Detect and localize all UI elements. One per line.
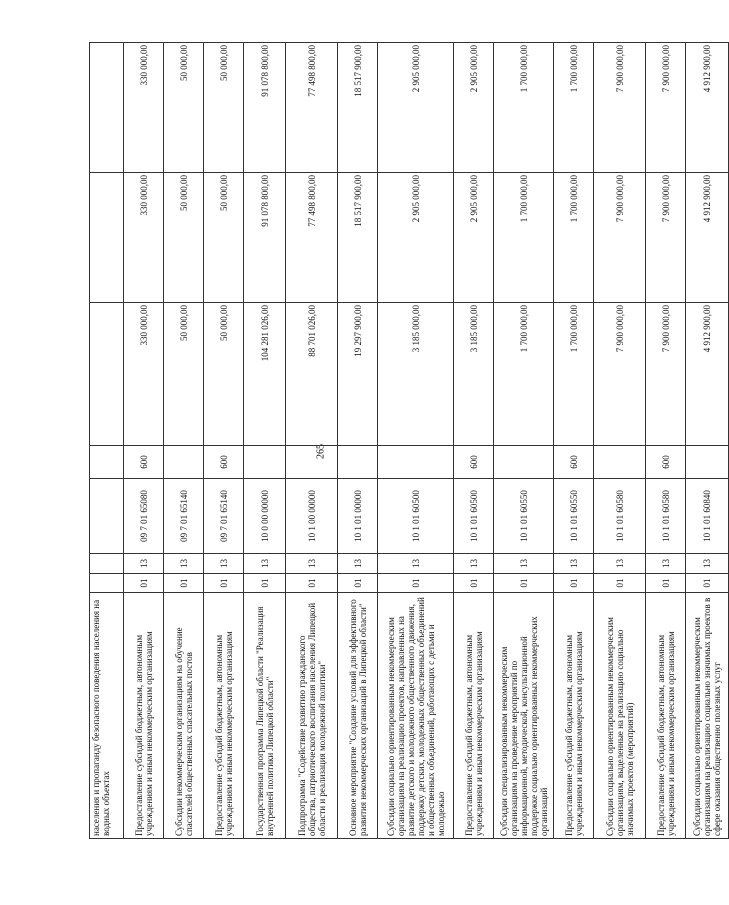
row-name-cell: населения и пропаганду безопасного поведения населения на водных объектах xyxy=(90,593,124,839)
row-subsection-cell: 13 xyxy=(286,554,338,574)
row-sum-year2-cell: 4 912 900,00 xyxy=(686,173,729,303)
row-sum-year3-cell xyxy=(90,43,124,173)
row-sum-year1-cell: 88 701 026,00 xyxy=(286,303,338,446)
row-expense-type-cell xyxy=(338,446,378,479)
row-sum-year3-cell: 2 905 000,00 xyxy=(378,43,454,173)
row-section-cell xyxy=(90,574,124,593)
row-sum-year1-cell: 3 185 000,00 xyxy=(454,303,494,446)
row-target-article-cell xyxy=(90,479,124,554)
row-section-cell: 01 xyxy=(124,574,164,593)
table-row xyxy=(286,43,338,839)
row-sum-year2-cell: 1 700 000,00 xyxy=(554,173,594,303)
row-expense-type-cell xyxy=(90,446,124,479)
row-sum-year1-cell: 50 000,00 xyxy=(204,303,244,446)
row-sum-year3-cell: 77 498 800,00 xyxy=(286,43,338,173)
row-subsection-cell: 13 xyxy=(164,554,204,574)
table-row xyxy=(124,43,164,839)
row-expense-type-cell xyxy=(686,446,729,479)
row-target-article-cell: 10 1 01 60550 xyxy=(554,479,594,554)
table-row xyxy=(686,43,729,839)
table-row xyxy=(646,43,686,839)
row-expense-type-cell xyxy=(378,446,454,479)
row-subsection-cell: 13 xyxy=(454,554,494,574)
table-row xyxy=(378,43,454,839)
row-sum-year1-cell: 330 000,00 xyxy=(124,303,164,446)
row-expense-type-cell xyxy=(494,446,554,479)
row-expense-type-cell: 600 xyxy=(124,446,164,479)
row-sum-year2-cell: 330 000,00 xyxy=(124,173,164,303)
row-target-article-cell: 10 1 00 00000 xyxy=(286,479,338,554)
row-sum-year2-cell: 7 900 000,00 xyxy=(646,173,686,303)
row-sum-year3-cell: 50 000,00 xyxy=(164,43,204,173)
row-target-article-cell: 10 1 01 60500 xyxy=(454,479,494,554)
row-name-cell: Государственная программа Липецкой области "Реализация внутренней политики Липецкой области" xyxy=(244,593,286,839)
row-sum-year1-cell: 7 900 000,00 xyxy=(646,303,686,446)
row-expense-type-cell: 600 xyxy=(646,446,686,479)
row-sum-year2-cell: 1 700 000,00 xyxy=(494,173,554,303)
row-sum-year2-cell: 18 517 900,00 xyxy=(338,173,378,303)
row-target-article-cell: 10 1 01 60580 xyxy=(594,479,646,554)
row-target-article-cell: 10 0 00 00000 xyxy=(244,479,286,554)
row-sum-year3-cell: 1 700 000,00 xyxy=(554,43,594,173)
row-section-cell: 01 xyxy=(164,574,204,593)
row-section-cell: 01 xyxy=(378,574,454,593)
row-subsection-cell: 13 xyxy=(124,554,164,574)
row-subsection-cell xyxy=(90,554,124,574)
row-sum-year3-cell: 7 900 000,00 xyxy=(646,43,686,173)
row-section-cell: 01 xyxy=(554,574,594,593)
row-name-cell: Субсидии социально ориентированным некоммерческим организациям на реализацию социально значимых проектов в сфере оказания общественно полезных услуг xyxy=(686,593,729,839)
row-sum-year3-cell: 91 078 800,00 xyxy=(244,43,286,173)
row-target-article-cell: 10 1 01 60580 xyxy=(646,479,686,554)
table-row xyxy=(244,43,286,839)
table-row xyxy=(494,43,554,839)
row-subsection-cell: 13 xyxy=(646,554,686,574)
row-name-cell: Подпрограмма "Содействие развитию гражданского общества, патриотического воспитания населения Липецкой области и реализация молодежной политики" xyxy=(286,593,338,839)
row-section-cell: 01 xyxy=(244,574,286,593)
table-row xyxy=(594,43,646,839)
table-row xyxy=(90,43,124,839)
table-row xyxy=(164,43,204,839)
row-expense-type-cell xyxy=(594,446,646,479)
row-subsection-cell: 13 xyxy=(204,554,244,574)
row-sum-year2-cell: 50 000,00 xyxy=(164,173,204,303)
row-expense-type-cell xyxy=(244,446,286,479)
row-sum-year1-cell: 1 700 000,00 xyxy=(554,303,594,446)
row-name-cell: Субсидии специализированным некоммерческим организациям на проведение мероприятий по информационной, методической, консультационной поддержке социально ориентированных некоммерческих организаций xyxy=(494,593,554,839)
row-name-cell: Субсидии социально ориентированным некоммерческим организациям на реализацию проектов, направленных на развитие детского и молодежного общественного движения, поддержку детских, молодежных общественных объединений и общественных объединений, работающих с детьми и молодежью xyxy=(378,593,454,839)
row-target-article-cell: 09 7 01 65080 xyxy=(124,479,164,554)
row-section-cell: 01 xyxy=(454,574,494,593)
row-section-cell: 01 xyxy=(338,574,378,593)
row-sum-year3-cell: 330 000,00 xyxy=(124,43,164,173)
row-sum-year3-cell: 7 900 000,00 xyxy=(594,43,646,173)
row-sum-year2-cell: 50 000,00 xyxy=(204,173,244,303)
row-subsection-cell: 13 xyxy=(338,554,378,574)
row-target-article-cell: 09 7 01 65140 xyxy=(204,479,244,554)
row-sum-year2-cell: 2 905 000,00 xyxy=(454,173,494,303)
table-row xyxy=(454,43,494,839)
row-name-cell: Предоставление субсидий бюджетным, автономным учреждениям и иным некоммерческим организациям xyxy=(454,593,494,839)
row-name-cell: Предоставление субсидий бюджетным, автономным учреждениям и иным некоммерческим организациям xyxy=(646,593,686,839)
row-sum-year1-cell: 50 000,00 xyxy=(164,303,204,446)
table-row xyxy=(554,43,594,839)
row-name-cell: Основное мероприятие "Создание условий для эффективного развития некоммерческих организаций в Липецкой области" xyxy=(338,593,378,839)
row-expense-type-cell: 600 xyxy=(554,446,594,479)
row-name-cell: Предоставление субсидий бюджетным, автономным учреждениям и иным некоммерческим организациям xyxy=(204,593,244,839)
row-sum-year3-cell: 4 912 900,00 xyxy=(686,43,729,173)
row-sum-year3-cell: 50 000,00 xyxy=(204,43,244,173)
row-target-article-cell: 10 1 01 60550 xyxy=(494,479,554,554)
row-sum-year1-cell: 19 297 900,00 xyxy=(338,303,378,446)
budget-table xyxy=(89,42,729,839)
row-name-cell: Субсидии социально ориентированным некоммерческим организациям, выделенные на реализацию социально значимых проектов (мероприятий) xyxy=(594,593,646,839)
row-sum-year3-cell: 2 905 000,00 xyxy=(454,43,494,173)
row-section-cell: 01 xyxy=(686,574,729,593)
row-section-cell: 01 xyxy=(494,574,554,593)
row-sum-year1-cell: 4 912 900,00 xyxy=(686,303,729,446)
row-sum-year2-cell: 2 905 000,00 xyxy=(378,173,454,303)
row-subsection-cell: 13 xyxy=(686,554,729,574)
row-section-cell: 01 xyxy=(646,574,686,593)
row-expense-type-cell xyxy=(286,446,338,479)
row-sum-year1-cell: 3 185 000,00 xyxy=(378,303,454,446)
row-subsection-cell: 13 xyxy=(378,554,454,574)
row-subsection-cell: 13 xyxy=(244,554,286,574)
row-sum-year2-cell: 91 078 800,00 xyxy=(244,173,286,303)
row-sum-year2-cell xyxy=(90,173,124,303)
row-sum-year1-cell xyxy=(90,303,124,446)
row-section-cell: 01 xyxy=(594,574,646,593)
row-sum-year2-cell: 7 900 000,00 xyxy=(594,173,646,303)
row-subsection-cell: 13 xyxy=(494,554,554,574)
row-target-article-cell: 10 1 01 60500 xyxy=(378,479,454,554)
row-sum-year3-cell: 18 517 900,00 xyxy=(338,43,378,173)
row-sum-year1-cell: 7 900 000,00 xyxy=(594,303,646,446)
row-sum-year1-cell: 1 700 000,00 xyxy=(494,303,554,446)
row-target-article-cell: 10 1 01 60840 xyxy=(686,479,729,554)
table-row xyxy=(338,43,378,839)
budget-table-body xyxy=(90,43,729,839)
budget-table-sheet xyxy=(89,43,722,839)
row-expense-type-cell xyxy=(164,446,204,479)
row-sum-year2-cell: 77 498 800,00 xyxy=(286,173,338,303)
row-expense-type-cell: 600 xyxy=(454,446,494,479)
row-target-article-cell: 10 1 01 00000 xyxy=(338,479,378,554)
table-row xyxy=(204,43,244,839)
row-name-cell: Субсидии некоммерческим организациям на обучение спасателей общественных спасательных постов xyxy=(164,593,204,839)
row-sum-year1-cell: 104 281 026,00 xyxy=(244,303,286,446)
page-number: 265 xyxy=(315,444,327,459)
row-subsection-cell: 13 xyxy=(594,554,646,574)
row-target-article-cell: 09 7 01 65140 xyxy=(164,479,204,554)
row-subsection-cell: 13 xyxy=(554,554,594,574)
row-name-cell: Предоставление субсидий бюджетным, автономным учреждениям и иным некоммерческим организациям xyxy=(554,593,594,839)
row-sum-year3-cell: 1 700 000,00 xyxy=(494,43,554,173)
row-expense-type-cell: 600 xyxy=(204,446,244,479)
row-name-cell: Предоставление субсидий бюджетным, автономным учреждениям и иным некоммерческим организациям xyxy=(124,593,164,839)
row-section-cell: 01 xyxy=(204,574,244,593)
row-section-cell: 01 xyxy=(286,574,338,593)
